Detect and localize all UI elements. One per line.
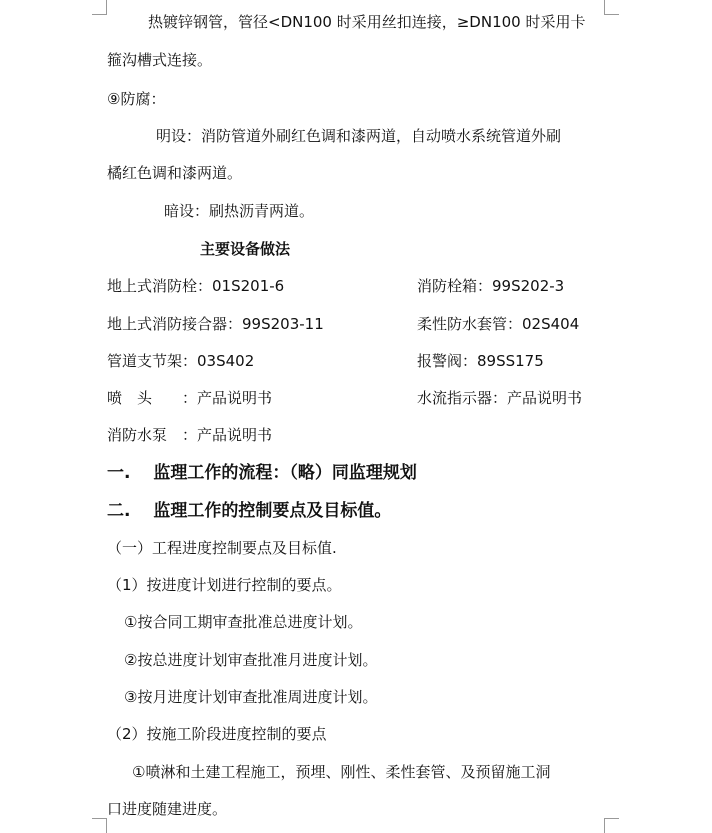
point-1-item-2: ②按总进度计划审查批准月进度计划。 [124,651,378,669]
equipment-row-4-right: 水流指示器：产品说明书 [417,389,583,407]
point-1-heading: （1）按进度计划进行控制的要点。 [107,576,342,594]
section-2-heading: 二. 监理工作的控制要点及目标值。 [107,501,392,521]
equipment-row-2-right: 柔性防水套管：02S404 [417,315,580,333]
point-1-item-1: ①按合同工期审查批准总进度计划。 [124,613,363,631]
pipe-text-line-2: 箍沟槽式连接。 [107,51,213,69]
anticorrosion-heading: ⑨防腐： [107,90,166,108]
equipment-row-3-left: 管道支节架：03S402 [107,352,255,370]
corner-mark-bottom-right [604,818,619,833]
point-1-item-3: ③按月进度计划审查批准周进度计划。 [124,688,378,706]
equipment-row-1-right: 消防栓箱：99S202-3 [417,277,565,295]
equipment-row-1-left: 地上式消防栓：01S201-6 [107,277,285,295]
equipment-title: 主要设备做法 [200,240,291,258]
point-2-item-line-1: ①喷淋和土建工程施工，预埋、刚性、柔性套管、及预留施工洞 [132,763,551,781]
corner-mark-top-right [604,0,619,15]
equipment-row-5-left: 消防水泵 ：产品说明书 [107,426,273,444]
equipment-row-4-left: 喷 头 ：产品说明书 [107,389,273,407]
point-2-item-line-2: 口进度随建进度。 [107,800,228,818]
exposed-install-line-1: 明设：消防管道外刷红色调和漆两道，自动喷水系统管道外刷 [156,127,562,145]
corner-mark-bottom-left [92,818,107,833]
point-2-heading: （2）按施工阶段进度控制的要点 [107,725,327,743]
equipment-row-3-right: 报警阀：89SS175 [417,352,544,370]
pipe-text-line-1: 热镀锌钢管，管径<DN100 时采用丝扣连接，≥DN100 时采用卡 [148,13,586,31]
subsection-1-heading: （一）工程进度控制要点及目标值. [107,539,337,557]
exposed-install-line-2: 橘红色调和漆两道。 [107,164,243,182]
corner-mark-top-left [92,0,107,15]
concealed-install-line: 暗设：刷热沥青两道。 [164,202,315,220]
section-1-heading: 一. 监理工作的流程：（略）同监理规划 [107,463,417,483]
equipment-row-2-left: 地上式消防接合器：99S203-11 [107,315,324,333]
